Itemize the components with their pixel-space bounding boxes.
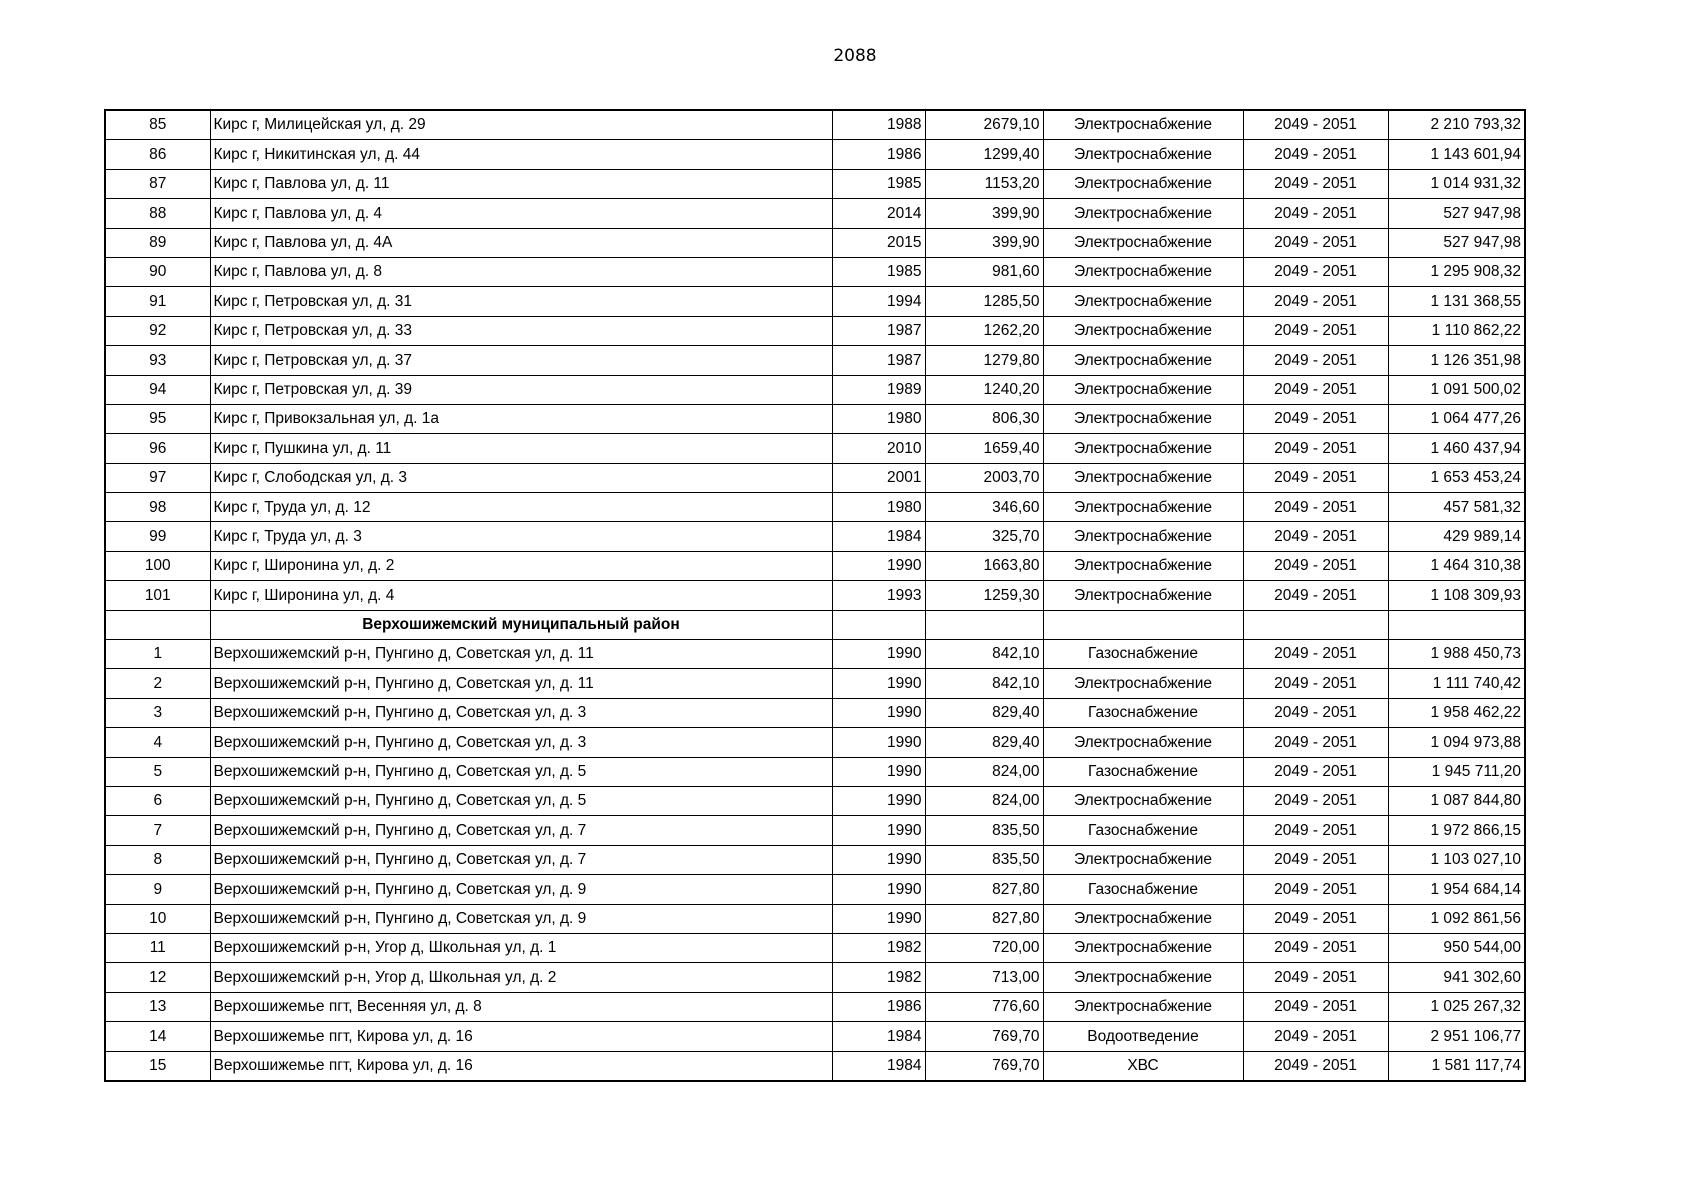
work-type-cell: Электроснабжение bbox=[1043, 581, 1243, 610]
cost-cell: 1 103 027,10 bbox=[1388, 845, 1525, 874]
period-cell: 2049 - 2051 bbox=[1243, 257, 1388, 286]
table-row bbox=[105, 228, 1525, 257]
year-cell: 1990 bbox=[832, 845, 925, 874]
section-empty-cell bbox=[1043, 610, 1243, 639]
year-cell: 1990 bbox=[832, 669, 925, 698]
period-cell: 2049 - 2051 bbox=[1243, 640, 1388, 669]
work-type-cell: ХВС bbox=[1043, 1051, 1243, 1081]
area-cell: 2003,70 bbox=[925, 463, 1043, 492]
area-cell: 829,40 bbox=[925, 728, 1043, 757]
area-cell: 829,40 bbox=[925, 698, 1043, 727]
area-cell: 806,30 bbox=[925, 404, 1043, 433]
table-row bbox=[105, 434, 1525, 463]
area-cell: 1659,40 bbox=[925, 434, 1043, 463]
area-cell: 399,90 bbox=[925, 228, 1043, 257]
area-cell: 713,00 bbox=[925, 963, 1043, 992]
area-cell: 1240,20 bbox=[925, 375, 1043, 404]
page-number: 2088 bbox=[833, 46, 877, 66]
cost-cell: 1 581 117,74 bbox=[1388, 1051, 1525, 1081]
period-cell: 2049 - 2051 bbox=[1243, 434, 1388, 463]
period-cell: 2049 - 2051 bbox=[1243, 110, 1388, 140]
area-cell: 827,80 bbox=[925, 875, 1043, 904]
area-cell: 399,90 bbox=[925, 199, 1043, 228]
cost-cell: 1 014 931,32 bbox=[1388, 169, 1525, 198]
cost-cell: 1 091 500,02 bbox=[1388, 375, 1525, 404]
table-row bbox=[105, 698, 1525, 727]
area-cell: 1285,50 bbox=[925, 287, 1043, 316]
period-cell: 2049 - 2051 bbox=[1243, 1022, 1388, 1051]
row-number-cell: 87 bbox=[105, 169, 210, 198]
cost-cell: 1 110 862,22 bbox=[1388, 316, 1525, 345]
table-body-verkhoshizhemsky bbox=[105, 640, 1525, 1081]
row-number-cell: 95 bbox=[105, 404, 210, 433]
period-cell: 2049 - 2051 bbox=[1243, 816, 1388, 845]
year-cell: 1990 bbox=[832, 904, 925, 933]
cost-cell: 1 945 711,20 bbox=[1388, 757, 1525, 786]
year-cell: 1984 bbox=[832, 1022, 925, 1051]
cost-cell: 1 064 477,26 bbox=[1388, 404, 1525, 433]
row-number-cell: 85 bbox=[105, 110, 210, 140]
work-type-cell: Электроснабжение bbox=[1043, 551, 1243, 580]
row-number-cell: 8 bbox=[105, 845, 210, 874]
table-row bbox=[105, 346, 1525, 375]
address-cell: Верхошижемский р-н, Угор д, Школьная ул, д. 2 bbox=[210, 963, 832, 992]
address-cell: Кирс г, Милицейская ул, д. 29 bbox=[210, 110, 832, 140]
row-number-cell: 9 bbox=[105, 875, 210, 904]
period-cell: 2049 - 2051 bbox=[1243, 581, 1388, 610]
row-number-cell: 14 bbox=[105, 1022, 210, 1051]
table-row bbox=[105, 404, 1525, 433]
period-cell: 2049 - 2051 bbox=[1243, 963, 1388, 992]
address-cell: Кирс г, Павлова ул, д. 4 bbox=[210, 199, 832, 228]
period-cell: 2049 - 2051 bbox=[1243, 728, 1388, 757]
row-number-cell: 7 bbox=[105, 816, 210, 845]
year-cell: 1993 bbox=[832, 581, 925, 610]
address-cell: Верхошижемье пгт, Кирова ул, д. 16 bbox=[210, 1022, 832, 1051]
area-cell: 827,80 bbox=[925, 904, 1043, 933]
address-cell: Верхошижемский р-н, Пунгино д, Советская ул, д. 9 bbox=[210, 875, 832, 904]
work-type-cell: Электроснабжение bbox=[1043, 669, 1243, 698]
row-number-cell: 10 bbox=[105, 904, 210, 933]
year-cell: 1990 bbox=[832, 757, 925, 786]
section-num-cell bbox=[105, 610, 210, 639]
cost-cell: 1 464 310,38 bbox=[1388, 551, 1525, 580]
work-type-cell: Электроснабжение bbox=[1043, 169, 1243, 198]
area-cell: 1262,20 bbox=[925, 316, 1043, 345]
cost-cell: 1 025 267,32 bbox=[1388, 992, 1525, 1021]
table-row bbox=[105, 140, 1525, 169]
period-cell: 2049 - 2051 bbox=[1243, 1051, 1388, 1081]
cost-cell: 1 131 368,55 bbox=[1388, 287, 1525, 316]
table-row bbox=[105, 1022, 1525, 1051]
address-cell: Верхошижемье пгт, Кирова ул, д. 16 bbox=[210, 1051, 832, 1081]
year-cell: 1988 bbox=[832, 110, 925, 140]
year-cell: 1990 bbox=[832, 816, 925, 845]
cost-cell: 1 143 601,94 bbox=[1388, 140, 1525, 169]
period-cell: 2049 - 2051 bbox=[1243, 933, 1388, 962]
table-row bbox=[105, 493, 1525, 522]
year-cell: 1990 bbox=[832, 728, 925, 757]
cost-cell: 1 111 740,42 bbox=[1388, 669, 1525, 698]
table-row bbox=[105, 287, 1525, 316]
work-type-cell: Электроснабжение bbox=[1043, 346, 1243, 375]
work-type-cell: Электроснабжение bbox=[1043, 493, 1243, 522]
period-cell: 2049 - 2051 bbox=[1243, 875, 1388, 904]
section-empty-cell bbox=[925, 610, 1043, 639]
table-row bbox=[105, 581, 1525, 610]
row-number-cell: 13 bbox=[105, 992, 210, 1021]
table-row bbox=[105, 786, 1525, 815]
cost-cell: 1 460 437,94 bbox=[1388, 434, 1525, 463]
table-row bbox=[105, 316, 1525, 345]
row-number-cell: 101 bbox=[105, 581, 210, 610]
area-cell: 824,00 bbox=[925, 757, 1043, 786]
row-number-cell: 99 bbox=[105, 522, 210, 551]
work-type-cell: Газоснабжение bbox=[1043, 816, 1243, 845]
register-table bbox=[104, 109, 1526, 1082]
row-number-cell: 93 bbox=[105, 346, 210, 375]
address-cell: Кирс г, Слободская ул, д. 3 bbox=[210, 463, 832, 492]
period-cell: 2049 - 2051 bbox=[1243, 669, 1388, 698]
work-type-cell: Водоотведение bbox=[1043, 1022, 1243, 1051]
year-cell: 1990 bbox=[832, 551, 925, 580]
row-number-cell: 15 bbox=[105, 1051, 210, 1081]
address-cell: Кирс г, Пушкина ул, д. 11 bbox=[210, 434, 832, 463]
period-cell: 2049 - 2051 bbox=[1243, 140, 1388, 169]
year-cell: 1985 bbox=[832, 257, 925, 286]
year-cell: 1986 bbox=[832, 140, 925, 169]
table-row bbox=[105, 463, 1525, 492]
table-row bbox=[105, 933, 1525, 962]
work-type-cell: Электроснабжение bbox=[1043, 375, 1243, 404]
address-cell: Кирс г, Привокзальная ул, д. 1а bbox=[210, 404, 832, 433]
work-type-cell: Электроснабжение bbox=[1043, 228, 1243, 257]
table-row bbox=[105, 257, 1525, 286]
address-cell: Верхошижемский р-н, Пунгино д, Советская ул, д. 3 bbox=[210, 698, 832, 727]
area-cell: 1663,80 bbox=[925, 551, 1043, 580]
work-type-cell: Электроснабжение bbox=[1043, 434, 1243, 463]
table-row bbox=[105, 522, 1525, 551]
address-cell: Верхошижемский р-н, Пунгино д, Советская ул, д. 5 bbox=[210, 786, 832, 815]
year-cell: 1980 bbox=[832, 493, 925, 522]
area-cell: 1259,30 bbox=[925, 581, 1043, 610]
table-body-kirs bbox=[105, 110, 1525, 610]
area-cell: 835,50 bbox=[925, 816, 1043, 845]
address-cell: Кирс г, Петровская ул, д. 33 bbox=[210, 316, 832, 345]
section-empty-cell bbox=[1243, 610, 1388, 639]
year-cell: 1982 bbox=[832, 963, 925, 992]
row-number-cell: 90 bbox=[105, 257, 210, 286]
period-cell: 2049 - 2051 bbox=[1243, 845, 1388, 874]
work-type-cell: Электроснабжение bbox=[1043, 522, 1243, 551]
period-cell: 2049 - 2051 bbox=[1243, 757, 1388, 786]
cost-cell: 950 544,00 bbox=[1388, 933, 1525, 962]
table-row bbox=[105, 816, 1525, 845]
table-row bbox=[105, 728, 1525, 757]
period-cell: 2049 - 2051 bbox=[1243, 463, 1388, 492]
area-cell: 2679,10 bbox=[925, 110, 1043, 140]
area-cell: 769,70 bbox=[925, 1051, 1043, 1081]
address-cell: Верхошижемский р-н, Пунгино д, Советская ул, д. 7 bbox=[210, 816, 832, 845]
cost-cell: 1 954 684,14 bbox=[1388, 875, 1525, 904]
period-cell: 2049 - 2051 bbox=[1243, 992, 1388, 1021]
work-type-cell: Электроснабжение bbox=[1043, 199, 1243, 228]
section-empty-cell bbox=[832, 610, 925, 639]
row-number-cell: 91 bbox=[105, 287, 210, 316]
year-cell: 1990 bbox=[832, 640, 925, 669]
area-cell: 981,60 bbox=[925, 257, 1043, 286]
row-number-cell: 86 bbox=[105, 140, 210, 169]
address-cell: Кирс г, Петровская ул, д. 37 bbox=[210, 346, 832, 375]
work-type-cell: Электроснабжение bbox=[1043, 316, 1243, 345]
work-type-cell: Электроснабжение bbox=[1043, 992, 1243, 1021]
cost-cell: 1 087 844,80 bbox=[1388, 786, 1525, 815]
year-cell: 2015 bbox=[832, 228, 925, 257]
address-cell: Верхошижемский р-н, Пунгино д, Советская ул, д. 5 bbox=[210, 757, 832, 786]
address-cell: Кирс г, Труда ул, д. 3 bbox=[210, 522, 832, 551]
work-type-cell: Газоснабжение bbox=[1043, 640, 1243, 669]
cost-cell: 1 972 866,15 bbox=[1388, 816, 1525, 845]
work-type-cell: Электроснабжение bbox=[1043, 257, 1243, 286]
year-cell: 1990 bbox=[832, 698, 925, 727]
year-cell: 1984 bbox=[832, 1051, 925, 1081]
row-number-cell: 3 bbox=[105, 698, 210, 727]
cost-cell: 2 951 106,77 bbox=[1388, 1022, 1525, 1051]
cost-cell: 2 210 793,32 bbox=[1388, 110, 1525, 140]
address-cell: Верхошижемский р-н, Угор д, Школьная ул, д. 1 bbox=[210, 933, 832, 962]
table-row bbox=[105, 757, 1525, 786]
row-number-cell: 94 bbox=[105, 375, 210, 404]
year-cell: 1986 bbox=[832, 992, 925, 1021]
row-number-cell: 96 bbox=[105, 434, 210, 463]
year-cell: 2014 bbox=[832, 199, 925, 228]
section-header bbox=[105, 610, 1525, 639]
area-cell: 842,10 bbox=[925, 669, 1043, 698]
work-type-cell: Электроснабжение bbox=[1043, 963, 1243, 992]
work-type-cell: Электроснабжение bbox=[1043, 404, 1243, 433]
year-cell: 1985 bbox=[832, 169, 925, 198]
row-number-cell: 12 bbox=[105, 963, 210, 992]
row-number-cell: 2 bbox=[105, 669, 210, 698]
section-title: Верхошижемский муниципальный район bbox=[210, 610, 832, 639]
cost-cell: 1 094 973,88 bbox=[1388, 728, 1525, 757]
year-cell: 1989 bbox=[832, 375, 925, 404]
table-row bbox=[105, 904, 1525, 933]
table-row bbox=[105, 375, 1525, 404]
address-cell: Верхошижемский р-н, Пунгино д, Советская ул, д. 7 bbox=[210, 845, 832, 874]
cost-cell: 429 989,14 bbox=[1388, 522, 1525, 551]
work-type-cell: Электроснабжение bbox=[1043, 287, 1243, 316]
address-cell: Кирс г, Широнина ул, д. 2 bbox=[210, 551, 832, 580]
period-cell: 2049 - 2051 bbox=[1243, 786, 1388, 815]
period-cell: 2049 - 2051 bbox=[1243, 375, 1388, 404]
address-cell: Кирс г, Павлова ул, д. 4А bbox=[210, 228, 832, 257]
table-row bbox=[105, 669, 1525, 698]
row-number-cell: 97 bbox=[105, 463, 210, 492]
table-row bbox=[105, 1051, 1525, 1081]
address-cell: Кирс г, Широнина ул, д. 4 bbox=[210, 581, 832, 610]
year-cell: 1980 bbox=[832, 404, 925, 433]
year-cell: 1994 bbox=[832, 287, 925, 316]
work-type-cell: Газоснабжение bbox=[1043, 698, 1243, 727]
table-row bbox=[105, 875, 1525, 904]
area-cell: 769,70 bbox=[925, 1022, 1043, 1051]
work-type-cell: Электроснабжение bbox=[1043, 728, 1243, 757]
row-number-cell: 98 bbox=[105, 493, 210, 522]
cost-cell: 1 988 450,73 bbox=[1388, 640, 1525, 669]
cost-cell: 1 958 462,22 bbox=[1388, 698, 1525, 727]
address-cell: Верхошижемский р-н, Пунгино д, Советская ул, д. 9 bbox=[210, 904, 832, 933]
period-cell: 2049 - 2051 bbox=[1243, 287, 1388, 316]
year-cell: 1987 bbox=[832, 346, 925, 375]
address-cell: Кирс г, Павлова ул, д. 8 bbox=[210, 257, 832, 286]
area-cell: 842,10 bbox=[925, 640, 1043, 669]
year-cell: 1982 bbox=[832, 933, 925, 962]
year-cell: 1984 bbox=[832, 522, 925, 551]
work-type-cell: Газоснабжение bbox=[1043, 875, 1243, 904]
row-number-cell: 4 bbox=[105, 728, 210, 757]
address-cell: Кирс г, Павлова ул, д. 11 bbox=[210, 169, 832, 198]
year-cell: 1990 bbox=[832, 786, 925, 815]
work-type-cell: Электроснабжение bbox=[1043, 786, 1243, 815]
year-cell: 2001 bbox=[832, 463, 925, 492]
work-type-cell: Электроснабжение bbox=[1043, 140, 1243, 169]
period-cell: 2049 - 2051 bbox=[1243, 904, 1388, 933]
address-cell: Верхошижемский р-н, Пунгино д, Советская ул, д. 11 bbox=[210, 640, 832, 669]
work-type-cell: Электроснабжение bbox=[1043, 933, 1243, 962]
row-number-cell: 6 bbox=[105, 786, 210, 815]
year-cell: 2010 bbox=[832, 434, 925, 463]
address-cell: Верхошижемье пгт, Весенняя ул, д. 8 bbox=[210, 992, 832, 1021]
period-cell: 2049 - 2051 bbox=[1243, 228, 1388, 257]
row-number-cell: 11 bbox=[105, 933, 210, 962]
work-type-cell: Электроснабжение bbox=[1043, 463, 1243, 492]
address-cell: Верхошижемский р-н, Пунгино д, Советская ул, д. 11 bbox=[210, 669, 832, 698]
table-row bbox=[105, 199, 1525, 228]
table-row bbox=[105, 640, 1525, 669]
area-cell: 346,60 bbox=[925, 493, 1043, 522]
period-cell: 2049 - 2051 bbox=[1243, 346, 1388, 375]
address-cell: Кирс г, Петровская ул, д. 39 bbox=[210, 375, 832, 404]
area-cell: 1299,40 bbox=[925, 140, 1043, 169]
area-cell: 835,50 bbox=[925, 845, 1043, 874]
period-cell: 2049 - 2051 bbox=[1243, 698, 1388, 727]
row-number-cell: 1 bbox=[105, 640, 210, 669]
period-cell: 2049 - 2051 bbox=[1243, 169, 1388, 198]
period-cell: 2049 - 2051 bbox=[1243, 551, 1388, 580]
row-number-cell: 88 bbox=[105, 199, 210, 228]
cost-cell: 527 947,98 bbox=[1388, 199, 1525, 228]
period-cell: 2049 - 2051 bbox=[1243, 493, 1388, 522]
row-number-cell: 92 bbox=[105, 316, 210, 345]
address-cell: Верхошижемский р-н, Пунгино д, Советская ул, д. 3 bbox=[210, 728, 832, 757]
year-cell: 1990 bbox=[832, 875, 925, 904]
area-cell: 720,00 bbox=[925, 933, 1043, 962]
address-cell: Кирс г, Никитинская ул, д. 44 bbox=[210, 140, 832, 169]
cost-cell: 1 108 309,93 bbox=[1388, 581, 1525, 610]
row-number-cell: 100 bbox=[105, 551, 210, 580]
work-type-cell: Электроснабжение bbox=[1043, 110, 1243, 140]
cost-cell: 1 295 908,32 bbox=[1388, 257, 1525, 286]
cost-cell: 1 653 453,24 bbox=[1388, 463, 1525, 492]
area-cell: 325,70 bbox=[925, 522, 1043, 551]
row-number-cell: 89 bbox=[105, 228, 210, 257]
area-cell: 1153,20 bbox=[925, 169, 1043, 198]
period-cell: 2049 - 2051 bbox=[1243, 404, 1388, 433]
cost-cell: 1 126 351,98 bbox=[1388, 346, 1525, 375]
work-type-cell: Электроснабжение bbox=[1043, 845, 1243, 874]
address-cell: Кирс г, Петровская ул, д. 31 bbox=[210, 287, 832, 316]
cost-cell: 1 092 861,56 bbox=[1388, 904, 1525, 933]
table-row bbox=[105, 551, 1525, 580]
area-cell: 1279,80 bbox=[925, 346, 1043, 375]
year-cell: 1987 bbox=[832, 316, 925, 345]
work-type-cell: Электроснабжение bbox=[1043, 904, 1243, 933]
table-row bbox=[105, 992, 1525, 1021]
cost-cell: 527 947,98 bbox=[1388, 228, 1525, 257]
cost-cell: 457 581,32 bbox=[1388, 493, 1525, 522]
row-number-cell: 5 bbox=[105, 757, 210, 786]
section-empty-cell bbox=[1388, 610, 1525, 639]
period-cell: 2049 - 2051 bbox=[1243, 522, 1388, 551]
area-cell: 824,00 bbox=[925, 786, 1043, 815]
work-type-cell: Газоснабжение bbox=[1043, 757, 1243, 786]
address-cell: Кирс г, Труда ул, д. 12 bbox=[210, 493, 832, 522]
table-row bbox=[105, 169, 1525, 198]
table-row bbox=[105, 963, 1525, 992]
area-cell: 776,60 bbox=[925, 992, 1043, 1021]
table-row bbox=[105, 845, 1525, 874]
section-row bbox=[105, 610, 1525, 639]
cost-cell: 941 302,60 bbox=[1388, 963, 1525, 992]
table-row bbox=[105, 110, 1525, 140]
period-cell: 2049 - 2051 bbox=[1243, 199, 1388, 228]
period-cell: 2049 - 2051 bbox=[1243, 316, 1388, 345]
